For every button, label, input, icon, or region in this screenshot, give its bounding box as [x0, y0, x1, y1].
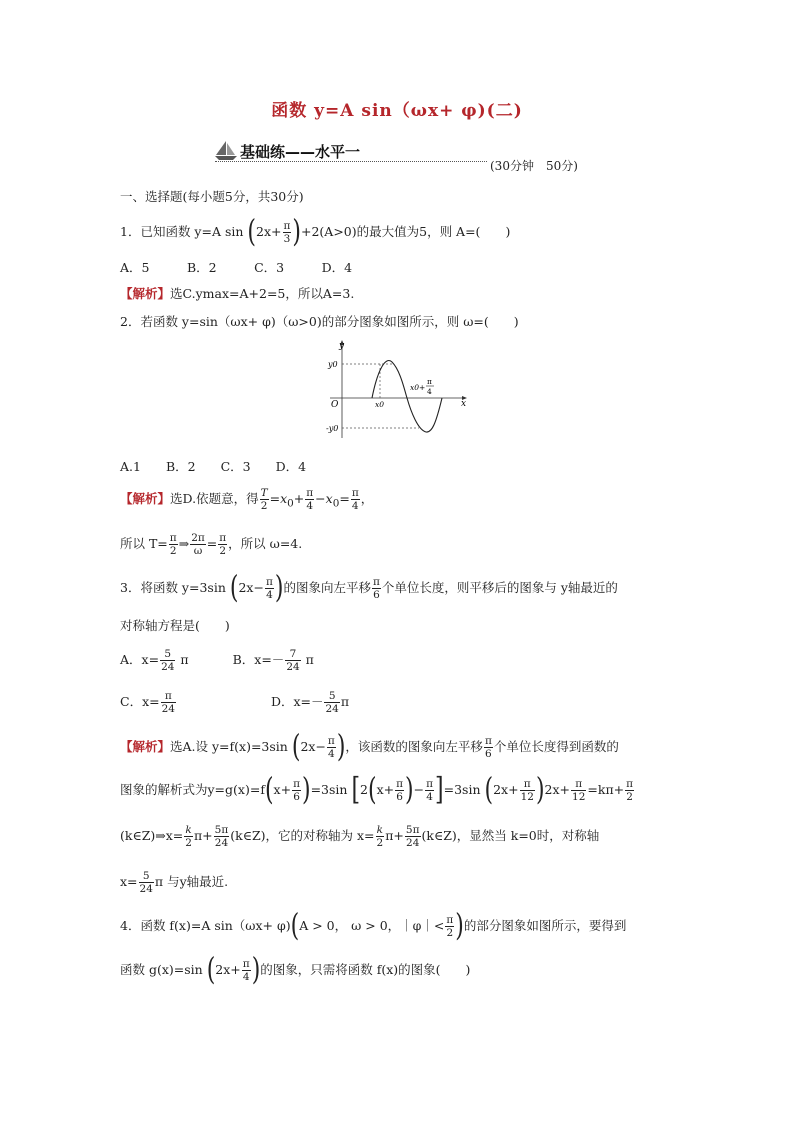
q2-options: A.1 B．2 C．3 D．4	[120, 459, 307, 474]
q3-analysis-3: (k∈Z)⇒x= $\frac{k}{2}$ π+ $\frac{5\pi}{24}$ (k∈Z)，它的对称轴为 x= $\frac{k}{2}$ π+ $\frac{5\pi}{24}$ (k∈Z)，显然当 k=0时，对称轴	[120, 824, 600, 849]
fraction-pi-3: $\frac{\pi}{3}$	[283, 220, 291, 245]
q1-prefix: 1．已知函数 y=A sin	[120, 224, 244, 239]
q1-stem: 1．已知函数 y=A sin (2x+ $\frac{\pi}{3}$ )+2(A>0)的最大值为5，则 A=( )	[120, 214, 511, 250]
section-title: 基础练——水平一	[240, 143, 361, 161]
paren-left: (	[247, 214, 257, 250]
q3-options-ab: A．x= $\frac{5}{24}$ π B．x=－ $\frac{7}{24}$ π	[120, 648, 314, 673]
graph-y0: y0	[328, 360, 338, 369]
q3-analysis-1: 【解析】选A.设 y=f(x)=3sin (2x− $\frac{\pi}{4}$ )，该函数的图象向左平移 $\frac{\pi}{6}$ 个单位长度得到函数的	[120, 729, 619, 765]
q2-stem: 2．若函数 y=sin（ωx+ φ)（ω>0)的部分图象如图所示，则 ω=( )	[120, 314, 519, 329]
analysis-label: 【解析】	[120, 491, 171, 506]
paren-right: )	[292, 214, 301, 250]
sailboat-icon	[213, 140, 239, 162]
section-time: (30分钟 50分)	[490, 159, 578, 173]
graph-neg-y0: -y0	[326, 424, 339, 433]
graph-four: 4	[427, 387, 432, 396]
q2-analysis-1: 【解析】选D.依题意，得 $\frac{T}{2}$ $=x_0+$ $\frac{\pi}{4}$ $-x_0=$ $\frac{\pi}{4}$ ，	[120, 487, 374, 512]
analysis-label: 【解析】	[120, 739, 171, 754]
q4-stem-1: 4．函数 f(x)=A sin（ωx+ φ)(A > 0， ω > 0，｜φ｜< $\frac{\pi}{2}$ )的部分图象如图所示，要得到	[120, 908, 627, 944]
graph-x0-pi4: x0+	[410, 383, 426, 392]
section-divider	[215, 161, 487, 162]
graph-y-label: y	[339, 341, 345, 351]
page-title: 函数 y=A sin（ωx+ φ)(二)	[271, 101, 523, 121]
q1-suffix: +2(A>0)的最大值为5，则 A=( )	[301, 224, 511, 239]
q3-options-cd: C．x= $\frac{\pi}{24}$ D．x=－ $\frac{5}{24}$ π	[120, 690, 350, 715]
q1-analysis-text: 选C.ymax=A+2=5，所以A=3.	[170, 286, 355, 301]
graph-x-label: x	[461, 399, 467, 409]
q2-sine-graph	[326, 338, 472, 442]
graph-x0: x0	[375, 400, 385, 409]
q3-analysis-2: 图象的解析式为y=g(x)=f(x+ $\frac{\pi}{6}$ )=3sin [2(x+ $\frac{\pi}{6}$ )− $\frac{\pi}{4}$ ]=3sin (2x+ $\frac{\pi}{12}$ )2x+ $\frac{\pi}{12}$ =kπ+ $\frac{\pi}{2}$	[120, 772, 634, 808]
q3-stem-2: 对称轴方程是( )	[120, 618, 230, 633]
q3-analysis-4: x= $\frac{5}{24}$ π 与y轴最近.	[120, 870, 229, 895]
q1-options: A．5 B．2 C．3 D．4	[120, 260, 353, 275]
analysis-label: 【解析】	[120, 286, 171, 301]
q3-stem-1: 3．将函数 y=3sin (2x− $\frac{\pi}{4}$ )的图象向左平移 $\frac{\pi}{6}$ 个单位长度，则平移后的图象与 y轴最近的	[120, 570, 618, 606]
q2-analysis-2: 所以 T= $\frac{\pi}{2}$ ⇒ $\frac{2\pi}{\omega}$ = $\frac{\pi}{2}$ ，所以 ω=4.	[120, 532, 303, 557]
q1-analysis	[120, 284, 354, 302]
q4-stem-2: 函数 g(x)=sin (2x+ $\frac{\pi}{4}$ )的图象，只需将函数 f(x)的图象( )	[120, 952, 471, 988]
part-heading: 一、选择题(每小题5分，共30分)	[120, 189, 304, 204]
graph-origin: O	[331, 400, 339, 410]
graph-pi: π	[427, 377, 432, 386]
